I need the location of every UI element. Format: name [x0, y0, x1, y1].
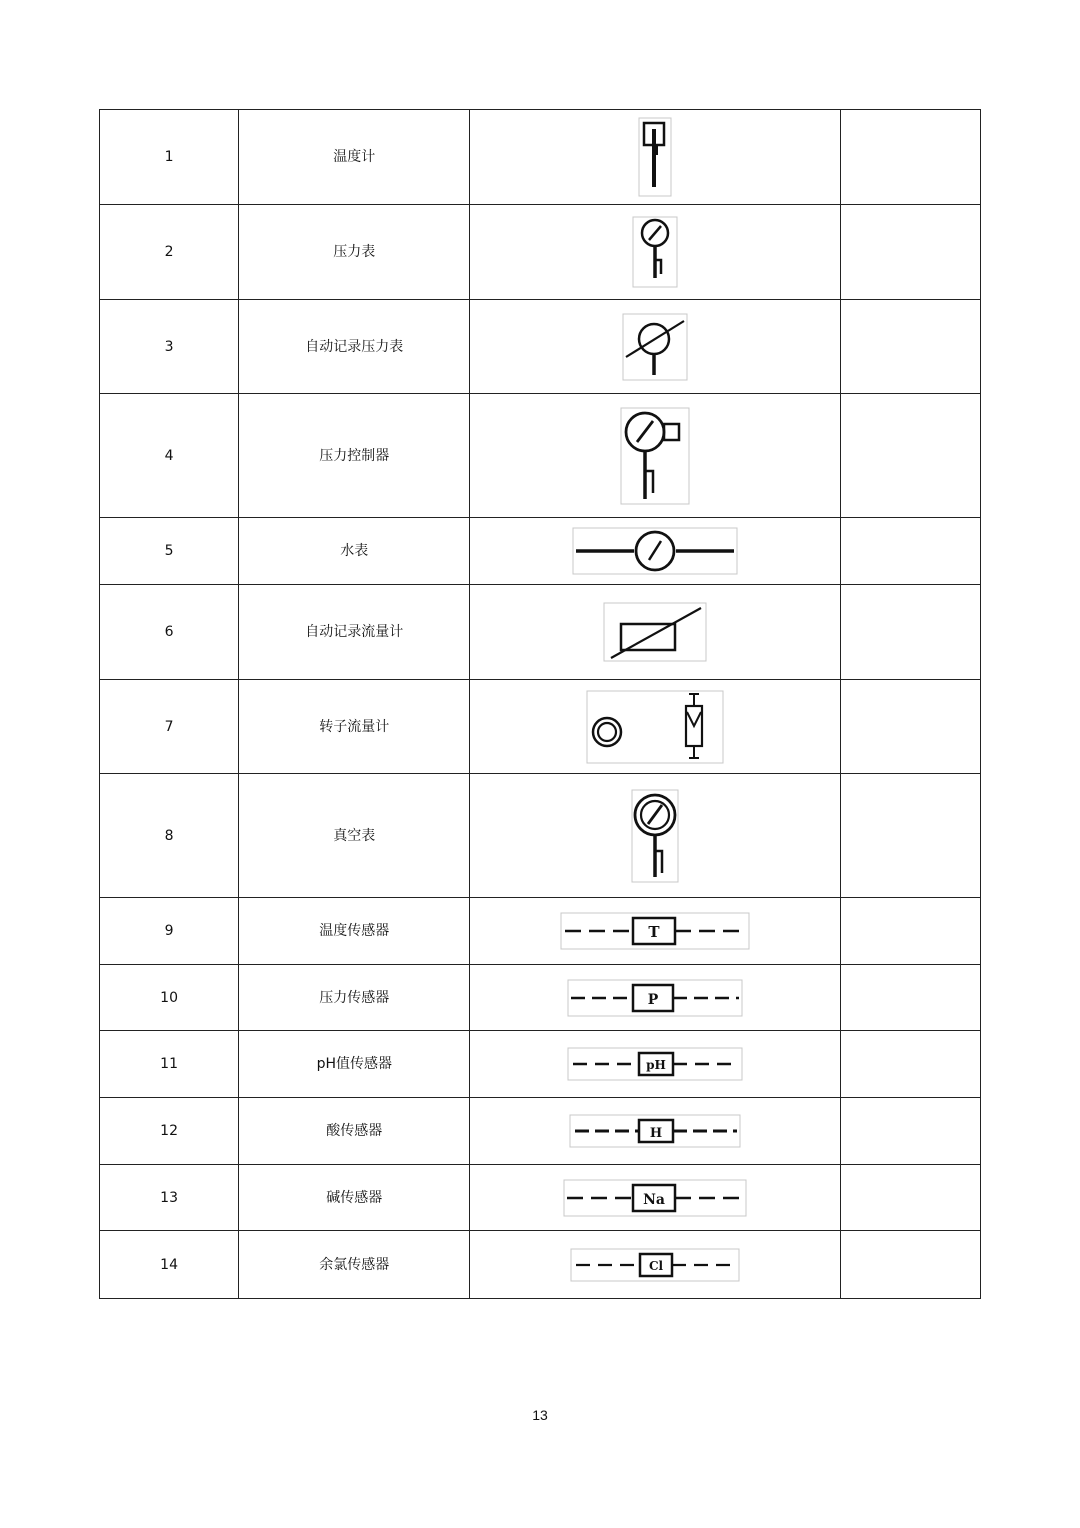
row-note — [840, 1231, 980, 1299]
row-name: pH值传感器 — [239, 1031, 470, 1098]
water-meter-icon — [572, 527, 738, 575]
table-row — [100, 680, 981, 774]
row-name: 压力控制器 — [239, 394, 470, 518]
row-symbol — [470, 1098, 840, 1165]
row-symbol — [470, 394, 840, 518]
row-symbol — [470, 585, 840, 680]
pressure-gauge-icon — [632, 216, 678, 288]
row-note — [840, 1031, 980, 1098]
row-note — [840, 965, 980, 1031]
row-name: 自动记录压力表 — [239, 300, 470, 394]
page-number: 13 — [532, 1407, 548, 1423]
row-number: 4 — [100, 394, 239, 518]
row-note — [840, 774, 980, 898]
table-row — [100, 394, 981, 518]
row-symbol — [470, 300, 840, 394]
row-name: 温度传感器 — [239, 898, 470, 965]
row-note — [840, 205, 980, 300]
sensor-letter: P — [647, 991, 659, 1008]
acid-sensor-icon — [569, 1114, 741, 1148]
recording-pressure-gauge-icon — [622, 313, 688, 381]
row-number: 3 — [100, 300, 239, 394]
row-number: 13 — [100, 1165, 239, 1231]
sensor-letter: Na — [643, 1191, 666, 1208]
row-symbol — [470, 110, 840, 205]
table-row — [100, 898, 981, 965]
table-row — [100, 965, 981, 1031]
symbol-table — [99, 109, 981, 1299]
alkali-sensor-icon — [563, 1179, 747, 1217]
row-symbol — [470, 898, 840, 965]
row-name: 真空表 — [239, 774, 470, 898]
row-number: 12 — [100, 1098, 239, 1165]
row-symbol — [470, 965, 840, 1031]
row-name: 温度计 — [239, 110, 470, 205]
row-name: 余氯传感器 — [239, 1231, 470, 1299]
row-name: 压力表 — [239, 205, 470, 300]
rotameter-icon — [586, 690, 724, 764]
pressure-controller-icon — [620, 407, 690, 505]
row-symbol — [470, 680, 840, 774]
row-number: 9 — [100, 898, 239, 965]
row-note — [840, 585, 980, 680]
table-row — [100, 1165, 981, 1231]
row-note — [840, 518, 980, 585]
table-row — [100, 1098, 981, 1165]
row-note — [840, 110, 980, 205]
row-symbol — [470, 1231, 840, 1299]
row-number: 11 — [100, 1031, 239, 1098]
row-name: 酸传感器 — [239, 1098, 470, 1165]
recording-flowmeter-icon — [603, 602, 707, 662]
table-row — [100, 300, 981, 394]
row-note — [840, 300, 980, 394]
row-name: 水表 — [239, 518, 470, 585]
row-name: 压力传感器 — [239, 965, 470, 1031]
sensor-letter: H — [649, 1126, 663, 1141]
row-number: 10 — [100, 965, 239, 1031]
table-row — [100, 774, 981, 898]
row-symbol — [470, 205, 840, 300]
table-row — [100, 1031, 981, 1098]
thermometer-icon — [638, 117, 672, 197]
row-name: 碱传感器 — [239, 1165, 470, 1231]
row-number: 5 — [100, 518, 239, 585]
row-number: 2 — [100, 205, 239, 300]
row-number: 7 — [100, 680, 239, 774]
sensor-letter: Cl — [649, 1258, 664, 1273]
row-number: 8 — [100, 774, 239, 898]
table-row — [100, 518, 981, 585]
residual-chlorine-sensor-icon — [570, 1248, 740, 1282]
table-row — [100, 585, 981, 680]
row-name: 自动记录流量计 — [239, 585, 470, 680]
row-note — [840, 394, 980, 518]
table-row — [100, 110, 981, 205]
pressure-sensor-icon — [567, 979, 743, 1017]
sensor-letter: T — [648, 923, 660, 941]
table-row — [100, 1231, 981, 1299]
vacuum-gauge-icon — [631, 789, 679, 883]
row-note — [840, 680, 980, 774]
row-symbol — [470, 774, 840, 898]
row-number: 14 — [100, 1231, 239, 1299]
row-number: 6 — [100, 585, 239, 680]
row-number: 1 — [100, 110, 239, 205]
table-row — [100, 205, 981, 300]
row-symbol — [470, 518, 840, 585]
row-symbol — [470, 1031, 840, 1098]
row-note — [840, 898, 980, 965]
sensor-letter: pH — [646, 1058, 666, 1072]
row-symbol — [470, 1165, 840, 1231]
row-note — [840, 1165, 980, 1231]
ph-sensor-icon — [567, 1047, 743, 1081]
row-name: 转子流量计 — [239, 680, 470, 774]
temperature-sensor-icon — [560, 912, 750, 950]
row-note — [840, 1098, 980, 1165]
